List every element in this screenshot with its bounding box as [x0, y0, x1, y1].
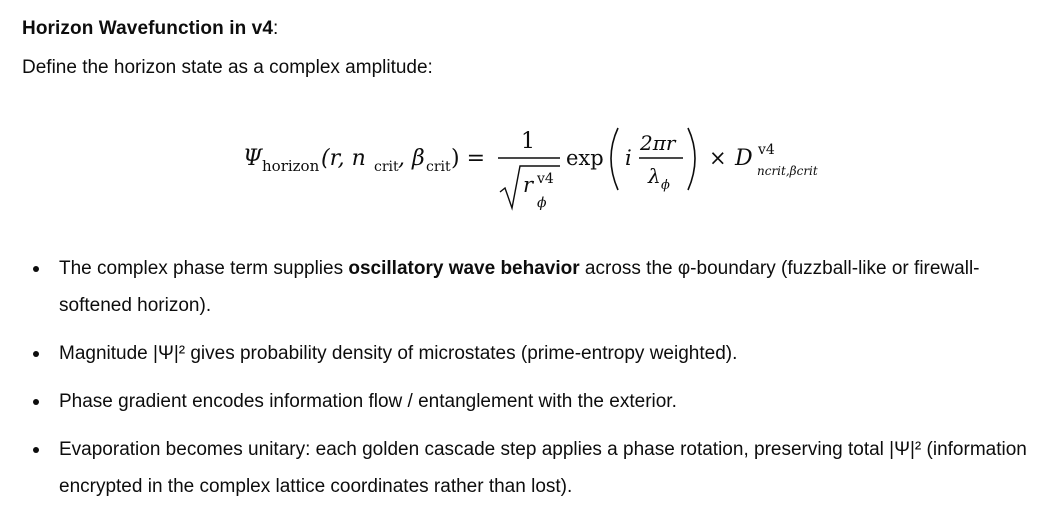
- list-item: [0, 431, 1039, 505]
- bullet-text-after: across the φ-boundary (fuzzball-like or firewall-softened horizon).: [59, 258, 980, 316]
- arg-subscript-2: crit: [426, 159, 451, 175]
- radicand-subscript: ϕ: [537, 195, 547, 211]
- factor-d: D: [735, 146, 753, 171]
- heading-text: Horizon Wavefunction in v4: [22, 18, 274, 39]
- radicand-superscript: v4: [537, 171, 554, 187]
- bullet-list: [0, 250, 1057, 516]
- equation-svg: [0, 120, 1057, 220]
- bullet-text: Phase gradient encodes information flow / entanglement with the exterior.: [59, 391, 677, 412]
- arg-subscript-1: crit: [374, 159, 399, 175]
- left-paren: [611, 128, 618, 190]
- list-item: [0, 250, 1039, 324]
- args-open: (r, n: [321, 146, 366, 171]
- psi-symbol: Ψ: [243, 146, 263, 171]
- bullet-dot-icon: [33, 399, 39, 405]
- phase-denominator: λ: [648, 164, 661, 188]
- bullet-dot-icon: [33, 447, 39, 453]
- exp-operator: exp: [566, 146, 604, 170]
- section-heading: [22, 18, 278, 40]
- radicand-r: r: [523, 173, 534, 197]
- list-item: [0, 335, 1039, 372]
- bullet-text: Evaporation becomes unitary: each golden cascade step applies a phase rotation, preserving total |Ψ|² (information encrypted in the complex lattice coordinates rather than lost).: [59, 439, 1027, 497]
- factor-subscript: ncrit,βcrit: [757, 164, 818, 178]
- phase-numerator: 2πr: [640, 131, 676, 155]
- args-close: ) =: [451, 146, 486, 171]
- heading-colon: :: [273, 18, 279, 39]
- bullet-bold-text: oscillatory wave behavior: [348, 258, 580, 279]
- fraction-numerator: 1: [521, 129, 535, 154]
- bullet-dot-icon: [33, 266, 39, 272]
- intro-paragraph: Define the horizon state as a complex amplitude:: [22, 57, 433, 78]
- bullet-dot-icon: [33, 351, 39, 357]
- args-mid: , β: [398, 146, 425, 171]
- right-paren: [688, 128, 695, 190]
- psi-subscript: horizon: [262, 157, 320, 175]
- bullet-text-before: The complex phase term supplies: [59, 258, 349, 279]
- bullet-text: Magnitude |Ψ|² gives probability density of microstates (prime-entropy weighted).: [59, 343, 738, 364]
- wavefunction-equation: [0, 120, 1057, 220]
- factor-superscript: v4: [758, 142, 775, 158]
- list-item: [0, 383, 1039, 420]
- imaginary-unit: i: [625, 146, 632, 170]
- phase-denominator-subscript: ϕ: [661, 178, 670, 193]
- times-sign: ×: [709, 146, 727, 170]
